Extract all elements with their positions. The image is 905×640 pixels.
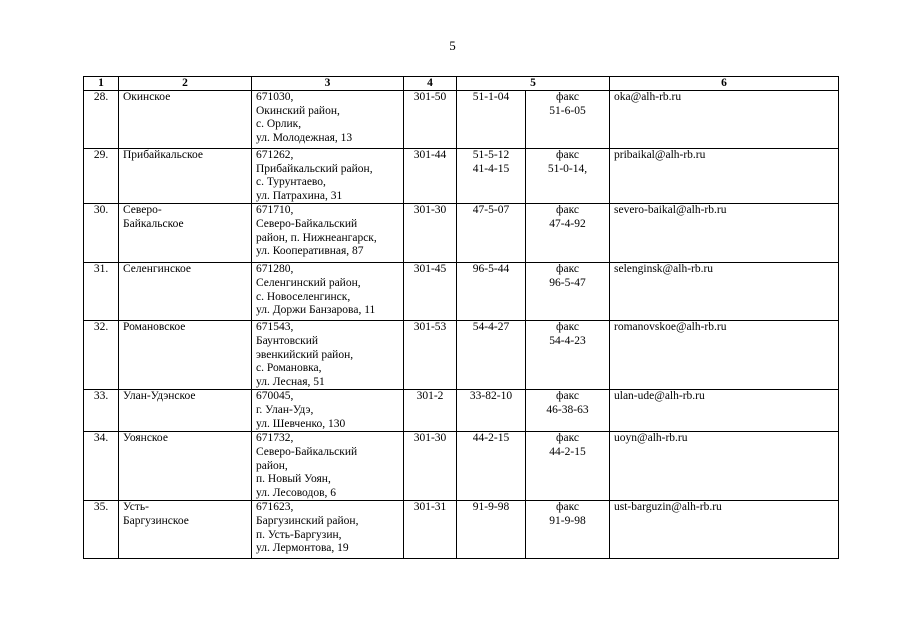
phone-line: 54-4-27 [472,321,510,334]
fax-number [526,263,610,321]
header-col-6: 6 [610,77,839,91]
forestry-name-line: Баргузинское [123,514,189,527]
header-col-4: 4 [404,77,457,91]
row-number: 28. [84,91,119,149]
address-line: ул. Доржи Банзарова, 11 [256,304,376,317]
area-code: 301-30 [404,432,457,501]
forestry-name-line: Байкальское [123,217,184,230]
address-line: 671543, [256,321,294,334]
table-row [84,432,839,501]
area-code: 301-30 [404,204,457,263]
area-code: 301-53 [404,321,457,390]
phone-numbers [457,321,526,390]
table-row [84,149,839,204]
fax-number [526,91,610,149]
address-line: с. Романовка, [256,362,322,375]
fax-number [526,149,610,204]
phone-numbers [457,263,526,321]
fax-number [526,321,610,390]
fax-line: факс [556,263,579,276]
phone-line: 51-1-04 [472,91,510,103]
postal-address [252,263,404,321]
fax-line: 47-4-92 [549,217,586,230]
address-line: Баргузинский район, [256,514,359,527]
fax-line: факс [556,432,579,445]
table-row [84,204,839,263]
address-line: Селенгинский район, [256,276,361,289]
header-col-1: 1 [84,77,119,91]
table-row [84,321,839,390]
address-line: ул. Лермонтова, 19 [256,542,349,555]
phone-numbers [457,91,526,149]
row-number: 32. [84,321,119,390]
email-address: severo-baikal@alh-rb.ru [610,204,839,263]
address-line: с. Новоселенгинск, [256,290,351,303]
address-line: ул. Шевченко, 130 [256,417,346,430]
fax-number [526,390,610,432]
fax-line: факс [556,390,579,403]
table-header-row [84,77,839,91]
forestry-name-line: Усть- [123,501,149,514]
postal-address [252,321,404,390]
forestry-name [119,321,252,390]
row-number: 34. [84,432,119,501]
postal-address [252,91,404,149]
table-row [84,501,839,559]
header-col-3: 3 [252,77,404,91]
phone-numbers [457,204,526,263]
email-address: romanovskoe@alh-rb.ru [610,321,839,390]
email-address: pribaikal@alh-rb.ru [610,149,839,204]
forestry-name-line: Селенгинское [123,263,192,276]
fax-line: факс [556,204,579,217]
forestry-name-line: Улан-Удэнское [123,390,196,403]
email-address: uoyn@alh-rb.ru [610,432,839,501]
forestry-name [119,263,252,321]
address-line: с. Турунтаево, [256,176,326,189]
phone-line: 96-5-44 [472,263,510,276]
fax-line: 51-0-14, [547,162,588,175]
fax-line: факс [556,321,579,334]
fax-line: факс [556,501,579,514]
postal-address [252,149,404,204]
fax-number [526,204,610,263]
forestry-name-line: Романовское [123,321,186,334]
forestry-name [119,149,252,204]
fax-line: факс [556,91,579,103]
postal-address [252,501,404,559]
address-line: 671623, [256,501,294,514]
address-line: ул. Лесоводов, 6 [256,486,337,499]
address-line: 671030, [256,91,294,103]
page-number: 5 [449,38,456,53]
address-line: п. Новый Уоян, [256,473,331,486]
postal-address [252,390,404,432]
forestry-name-line: Окинское [123,91,171,103]
email-address: ust-barguzin@alh-rb.ru [610,501,839,559]
address-line: 671732, [256,432,294,445]
row-number: 30. [84,204,119,263]
table-row [84,91,839,149]
address-line: эвенкийский район, [256,348,354,361]
address-line: 671280, [256,263,294,276]
table-row [84,390,839,432]
area-code: 301-45 [404,263,457,321]
phone-line: 91-9-98 [472,501,510,514]
forestry-name-line: Северо- [123,204,162,217]
postal-address [252,204,404,263]
address-line: с. Орлик, [256,118,302,131]
fax-line: 44-2-15 [549,445,586,458]
fax-line: 54-4-23 [549,334,586,347]
address-line: 670045, [256,390,294,403]
forestry-name [119,432,252,501]
address-line: Прибайкальский район, [256,162,373,175]
forestry-name [119,501,252,559]
fax-line: факс [556,149,579,161]
postal-address [252,432,404,501]
fax-number [526,432,610,501]
address-line: район, [256,459,288,472]
row-number: 35. [84,501,119,559]
row-number: 31. [84,263,119,321]
forestry-name [119,91,252,149]
fax-number [526,501,610,559]
fax-line: 46-38-63 [546,403,589,416]
area-code: 301-50 [404,91,457,149]
phone-numbers [457,390,526,432]
address-line: ул. Лесная, 51 [256,375,325,388]
address-line: ул. Кооперативная, 87 [256,245,364,258]
address-line: п. Усть-Баргузин, [256,528,342,541]
address-line: Баунтовский [256,334,319,347]
area-code: 301-31 [404,501,457,559]
phone-line: 51-5-12 [472,149,510,161]
fax-line: 96-5-47 [549,276,586,289]
row-number: 29. [84,149,119,204]
address-line: 671710, [256,204,294,217]
phone-line: 44-2-15 [472,432,510,445]
table-row [84,263,839,321]
area-code: 301-44 [404,149,457,204]
address-line: Окинский район, [256,104,340,117]
address-line: 671262, [256,149,294,161]
phone-numbers [457,501,526,559]
email-address: selenginsk@alh-rb.ru [610,263,839,321]
phone-line: 41-4-15 [472,162,510,175]
forestry-name [119,390,252,432]
fax-line: 51-6-05 [549,104,586,117]
address-line: Северо-Байкальский [256,217,358,230]
phone-line: 33-82-10 [469,390,513,403]
address-line: Северо-Байкальский [256,445,358,458]
email-address: oka@alh-rb.ru [610,91,839,149]
address-line: г. Улан-Удэ, [256,403,314,416]
header-col-2: 2 [119,77,252,91]
phone-numbers [457,149,526,204]
fax-line: 91-9-98 [549,514,586,527]
area-code: 301-2 [404,390,457,432]
address-line: ул. Молодежная, 13 [256,131,353,144]
address-line: ул. Патрахина, 31 [256,189,343,202]
address-line: район, п. Нижнеангарск, [256,231,377,244]
header-col-5: 5 [457,77,610,91]
forestry-name [119,204,252,263]
phone-numbers [457,432,526,501]
forestry-name-line: Прибайкальское [123,149,204,161]
email-address: ulan-ude@alh-rb.ru [610,390,839,432]
phone-line: 47-5-07 [472,204,510,217]
forestry-name-line: Уоянское [123,432,168,445]
row-number: 33. [84,390,119,432]
forestry-contacts-table [83,76,839,559]
